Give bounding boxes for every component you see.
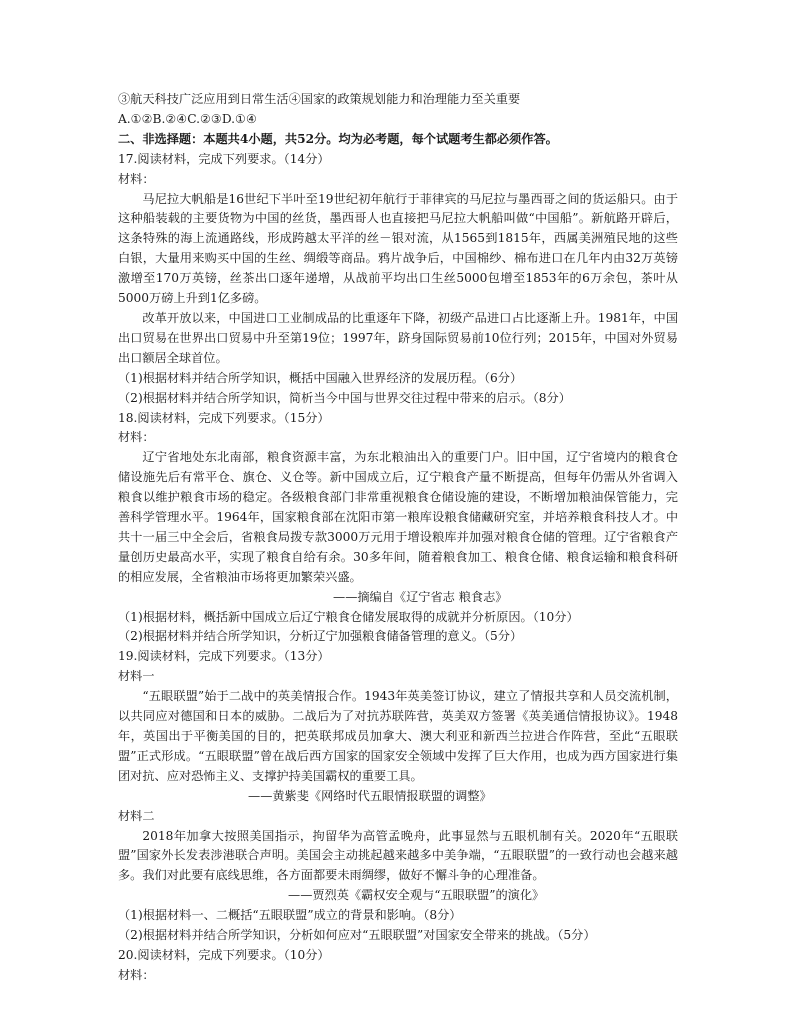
q20-material-label: 材料： [118,967,155,982]
section-heading: 二、非选择题：本题共4小题，共52分。均为必考题，每个试题考生都必须作答。 [118,131,558,146]
q18-title: 18.阅读材料，完成下列要求。（15分） [118,410,330,425]
q18-question-1: （1)根据材料，概括新中国成立后辽宁粮食仓储发展取得的成就并分析原因。（10分） [118,609,579,624]
q18-material-paragraph: 辽宁省地处东北南部，粮食资源丰富，为东北粮油出入的重要门户。旧中国，辽宁省境内的粮食仓储设施先后有常平仓、旗仓、义仓等。新中国成立后，辽宁粮食产量不断提高，但每年仍需从外省调入粮食以维护粮食市场的稳定。各级粮食部门非常重视粮食仓储设施的建设，不断增加粮油保管能力，完善科学管理水平。1964年，国家粮食部在沈阳市第一粮库设粮食储藏研究室，并培养粮食科技人才。中共十一届三中全会后，省粮食局拨专款3000万元用于增设粮库并加强对粮食仓储的管理。辽宁省粮食产量创历史最高水平，实现了粮食自给有余。30多年间，随着粮食加工、粮食仓储、粮食运输和粮食科研的相应发展，全省粮油市场将更加繁荣兴盛。 [118,450,678,584]
q19-material-2-label: 材料二 [118,808,155,823]
q19-material-1-paragraph: “五眼联盟”始于二战中的英美情报合作。1943年英美签订协议，建立了情报共享和人员交流机制，以共同应对德国和日本的威胁。二战后为了对抗苏联阵营，英美双方签署《英美通信情报协议》。1948年，英国出于平衡美国的目的，把英联邦成员加拿大、澳大利亚和新西兰拉进合作阵营，至此“五眼联盟”正式形成。“五眼联盟”曾在战后西方国家的国家安全领域中发挥了巨大作用，也成为西方国家进行集团对抗、应对恐怖主义、支撑护持美国霸权的重要工具。 [118,689,678,783]
q19-question-1: （1)根据材料一、二概括“五眼联盟”成立的背景和影响。（8分） [118,908,462,923]
q19-material-1-label: 材料一 [118,669,155,684]
q17-question-1: （1)根据材料并结合所学知识，概括中国融入世界经济的发展历程。（6分） [118,370,523,385]
exam-page [118,90,678,986]
q20-title: 20.阅读材料，完成下列要求。（10分） [118,947,330,962]
q17-question-2: （2)根据材料并结合所学知识，简析当今中国与世界交往过程中带来的启示。（8分） [118,390,571,405]
q19-material-1-source: ——黄紫斐《网络时代五眼情报联盟的调整》 [248,788,492,803]
q19-title: 19.阅读材料，完成下列要求。（13分） [118,649,330,664]
q17-material-label: 材料： [118,171,155,186]
q17-title: 17.阅读材料，完成下列要求。（14分） [118,151,330,166]
q19-question-2: （2)根据材料并结合所学知识，分析如何应对“五眼联盟”对国家安全带来的挑战。（5分） [118,928,596,943]
q17-material-paragraph-2: 改革开放以来，中国进口工业制成品的比重逐年下降，初级产品进口占比逐渐上升。1981年，中国出口贸易在世界出口贸易中升至第19位；1997年，跻身国际贸易前10位行列；2015年，中国对外贸易出口额居全球首位。 [118,310,678,365]
q19-material-2-paragraph: 2018年加拿大按照美国指示，拘留华为高管孟晚舟，此事显然与五眼机制有关。2020年“五眼联盟”国家外长发表涉港联合声明。美国会主动挑起越来越多中美争端，“五眼联盟”的一致行动也会越来越多。我们对此要有底线思维，各方面都要未雨绸缪，做好不懈斗争的心理准备。 [118,828,678,883]
q18-question-2: （2)根据材料并结合所学知识，分析辽宁加强粮食储备管理的意义。（5分） [118,629,523,644]
q16-option-line: ③航天科技广泛应用到日常生活④国家的政策规划能力和治理能力至关重要 [118,92,521,106]
q18-material-label: 材料： [118,430,155,445]
q19-material-2-source: ——贾烈英《霸权安全观与“五眼联盟”的演化》 [288,888,545,903]
q16-answer-options: A.①②B.②④C.②③D.①④ [118,111,257,126]
q17-material-paragraph-1: 马尼拉大帆船是16世纪下半叶至19世纪初年航行于菲律宾的马尼拉与墨西哥之间的货运船只。由于这种船装载的主要货物为中国的丝货，墨西哥人也直接把马尼拉大帆船叫做“中国船”。新航路开辟后，这条特殊的海上流通路线，形成跨越太平洋的丝－银对流，从1565到1815年，西属美洲殖民地的这些白银，大量用来购买中国的生丝、绸缎等商品。鸦片战争后，中国棉纱、棉布进口在几年内由32万英镑激增至170万英镑，丝茶出口逐年递增，从战前平均出口生丝5000包增至1853年的6万余包，茶叶从5000万磅上升到1亿多磅。 [118,191,678,306]
q18-source: ——摘编自《辽宁省志 粮食志》 [333,589,508,604]
